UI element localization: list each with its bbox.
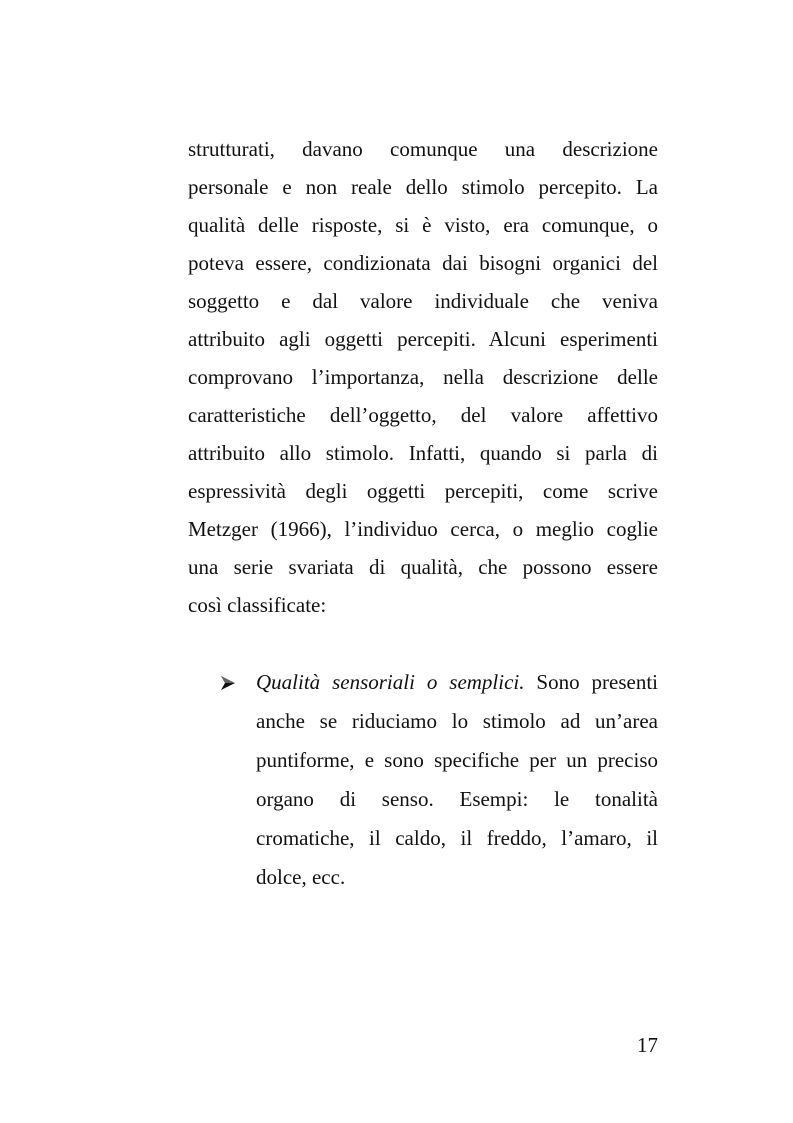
bullet-first-line-text: Sono presenti (524, 670, 658, 694)
bullet-line: organo di senso. Esempi: le tonalità (256, 787, 658, 811)
paragraph-line: strutturati, davano comunque una descrizione (188, 137, 658, 161)
paragraph-line: espressività degli oggetti percepiti, come scrive (188, 479, 658, 503)
bullet-line: anche se riduciamo lo stimolo ad un’area (256, 709, 658, 733)
arrow-bullet-icon (220, 675, 236, 691)
paragraph-line: Metzger (1966), l’individuo cerca, o meglio coglie (188, 517, 658, 541)
paragraph-line: qualità delle risposte, si è visto, era comunque, o (188, 213, 658, 237)
paragraph-line: comprovano l’importanza, nella descrizione delle (188, 365, 658, 389)
bullet-title: Qualità sensoriali o semplici. (256, 670, 525, 694)
paragraph-line: attribuito agli oggetti percepiti. Alcuni esperimenti (188, 327, 658, 351)
bullet-line: cromatiche, il caldo, il freddo, l’amaro, il (256, 826, 658, 850)
paragraph-line: così classificate: (188, 593, 327, 617)
paragraph-line: caratteristiche dell’oggetto, del valore affettivo (188, 403, 658, 427)
page-number: 17 (637, 1033, 658, 1057)
paragraph-line: una serie svariata di qualità, che possono essere (188, 555, 658, 579)
bullet-line: dolce, ecc. (256, 865, 346, 889)
paragraph-line: attribuito allo stimolo. Infatti, quando si parla di (188, 441, 658, 465)
bullet-line: puntiforme, e sono specifiche per un preciso (256, 748, 658, 772)
paragraph-line: soggetto e dal valore individuale che veniva (188, 289, 658, 313)
paragraph-line: personale e non reale dello stimolo percepito. La (188, 175, 658, 199)
paragraph-line: poteva essere, condizionata dai bisogni organici del (188, 251, 658, 275)
bullet-first-line (256, 670, 658, 694)
